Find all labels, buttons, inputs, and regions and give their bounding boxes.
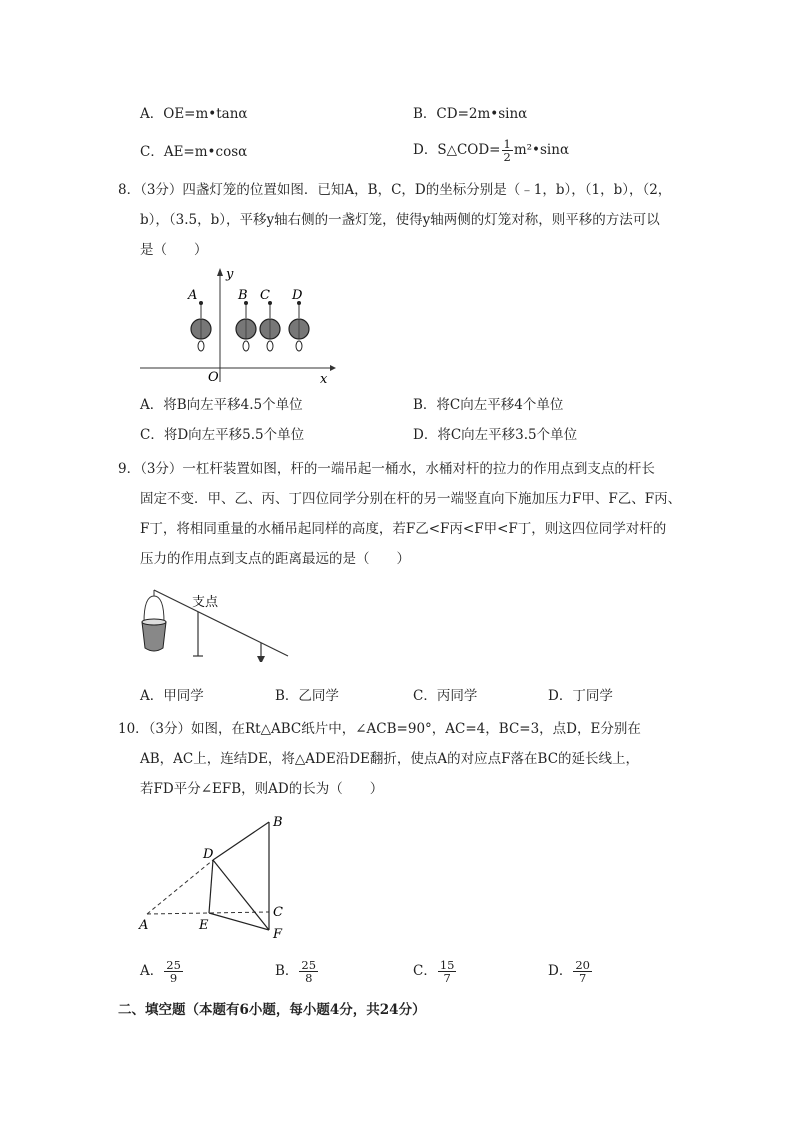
q9-option-a: A．甲同学 bbox=[140, 688, 204, 704]
q10-option-a-fraction bbox=[164, 959, 183, 984]
y-axis-label: y bbox=[226, 267, 234, 282]
q7-option-d-fraction bbox=[502, 138, 513, 163]
force-arrow-head bbox=[257, 656, 265, 662]
q10-option-c-fraction bbox=[438, 959, 457, 984]
q10-option-b-fraction bbox=[299, 959, 318, 984]
y-axis-arrow bbox=[217, 268, 223, 276]
lantern-b-label: B bbox=[238, 288, 248, 303]
q8-lantern-figure bbox=[130, 262, 340, 392]
point-f-label: F bbox=[273, 927, 283, 942]
origin-label: O bbox=[208, 370, 219, 385]
x-axis-arrow bbox=[330, 365, 336, 371]
q10-b-num: 25 bbox=[301, 958, 317, 972]
q10-b-den: 8 bbox=[305, 971, 313, 985]
q10-option-d-fraction bbox=[573, 959, 592, 984]
q7-option-b: B．CD=2m•sinα bbox=[413, 106, 528, 122]
q10-option-d-label: D． bbox=[548, 963, 573, 979]
lantern-c bbox=[260, 301, 280, 351]
q8-option-a: A．将B向左平移4.5个单位 bbox=[140, 397, 303, 413]
point-d-label: D bbox=[203, 847, 214, 862]
lever-bar bbox=[154, 590, 288, 656]
fulcrum-label: 支点 bbox=[192, 595, 219, 610]
q9-lever-figure bbox=[130, 582, 300, 662]
q8-stem-line1: 8．（3分）四盏灯笼的位置如图．已知A，B，C，D的坐标分别是（﹣1，b），（1，b），（2， bbox=[118, 182, 672, 198]
q10-stem-line1: 10．（3分）如图，在Rt△ABC纸片中，∠ACB=90°，AC=4，BC=3，点D，E分别在 bbox=[118, 721, 641, 737]
q10-option-c-label: C． bbox=[413, 963, 437, 979]
q10-c-num: 15 bbox=[439, 958, 455, 972]
q8-stem-line2: b），（3.5，b），平移y轴右侧的一盏灯笼，使得y轴两侧的灯笼对称，则平移的方法可以 bbox=[140, 212, 660, 228]
segment-ad-dashed bbox=[147, 860, 213, 914]
segment-df bbox=[213, 860, 269, 930]
bucket-handle bbox=[144, 596, 164, 622]
point-a-label: A bbox=[139, 918, 149, 933]
segment-db bbox=[213, 822, 269, 860]
q7-option-c: C．AE=m•cosα bbox=[140, 144, 248, 160]
segment-ef bbox=[209, 913, 269, 930]
q9-option-c: C．丙同学 bbox=[413, 688, 478, 704]
lantern-a bbox=[191, 301, 211, 351]
q9-option-b: B．乙同学 bbox=[275, 688, 339, 704]
point-b-label: B bbox=[273, 815, 283, 830]
q10-option-b-label: B． bbox=[275, 963, 299, 979]
segment-ac-dashed bbox=[147, 912, 269, 914]
q9-option-d: D．丁同学 bbox=[548, 688, 613, 704]
section-2-title: 二、填空题（本题有6小题，每小题4分，共24分） bbox=[118, 1002, 426, 1018]
lantern-c-label: C bbox=[260, 288, 270, 303]
lantern-d-label: D bbox=[292, 288, 303, 303]
q9-stem-line4: 压力的作用点到支点的距离最远的是（ ） bbox=[140, 551, 410, 567]
q10-stem-line2: AB，AC上，连结DE，将△ADE沿DE翻折，使点A的对应点F落在BC的延长线上， bbox=[140, 751, 640, 767]
q10-stem-line3: 若FD平分∠EFB，则AD的长为（ ） bbox=[140, 781, 384, 797]
segment-de bbox=[209, 860, 213, 913]
q8-option-c: C．将D向左平移5.5个单位 bbox=[140, 427, 305, 443]
q8-stem-line3: 是（ ） bbox=[140, 242, 208, 258]
q8-option-d: D．将C向左平移3.5个单位 bbox=[413, 427, 578, 443]
q10-option-a bbox=[140, 956, 184, 986]
q7-option-d-prefix: D．S△COD= bbox=[413, 142, 501, 158]
lantern-a-label: A bbox=[188, 288, 198, 303]
q7-option-d bbox=[413, 136, 569, 164]
bucket-icon bbox=[142, 622, 166, 651]
q10-option-d bbox=[548, 956, 593, 986]
q10-d-den: 7 bbox=[578, 971, 587, 985]
q10-triangle-figure bbox=[135, 812, 295, 946]
q10-d-num: 20 bbox=[575, 958, 590, 972]
q9-stem-line1: 9．（3分）一杠杆装置如图，杆的一端吊起一桶水，水桶对杆的拉力的作用点到支点的杆长 bbox=[118, 461, 655, 477]
q10-a-den: 9 bbox=[169, 971, 178, 985]
point-c-label: C bbox=[273, 905, 283, 920]
q7-d-frac-den: 2 bbox=[503, 150, 511, 164]
q10-option-a-label: A． bbox=[140, 963, 164, 979]
q8-option-b: B．将C向左平移4个单位 bbox=[413, 397, 564, 413]
q7-option-d-suffix: m²•sinα bbox=[513, 142, 570, 158]
q9-stem-line3: F丁，将相同重量的水桶吊起同样的高度，若F乙<F丙<F甲<F丁，则这四位同学对杆的 bbox=[140, 521, 667, 537]
q10-a-num: 25 bbox=[166, 958, 181, 972]
lantern-b bbox=[236, 301, 256, 351]
point-e-label: E bbox=[199, 918, 209, 933]
lantern-d bbox=[289, 301, 309, 351]
q10-c-den: 7 bbox=[443, 971, 451, 985]
q7-d-frac-num: 1 bbox=[503, 137, 511, 151]
q9-stem-line2: 固定不变．甲、乙、丙、丁四位同学分别在杆的另一端竖直向下施加压力F甲、F乙、F丙、 bbox=[140, 491, 682, 507]
q10-option-c bbox=[413, 956, 457, 986]
bucket-rim bbox=[142, 619, 166, 625]
q7-option-a: A．OE=m•tanα bbox=[140, 106, 248, 122]
x-axis-label: x bbox=[320, 372, 328, 387]
q10-option-b bbox=[275, 956, 319, 986]
